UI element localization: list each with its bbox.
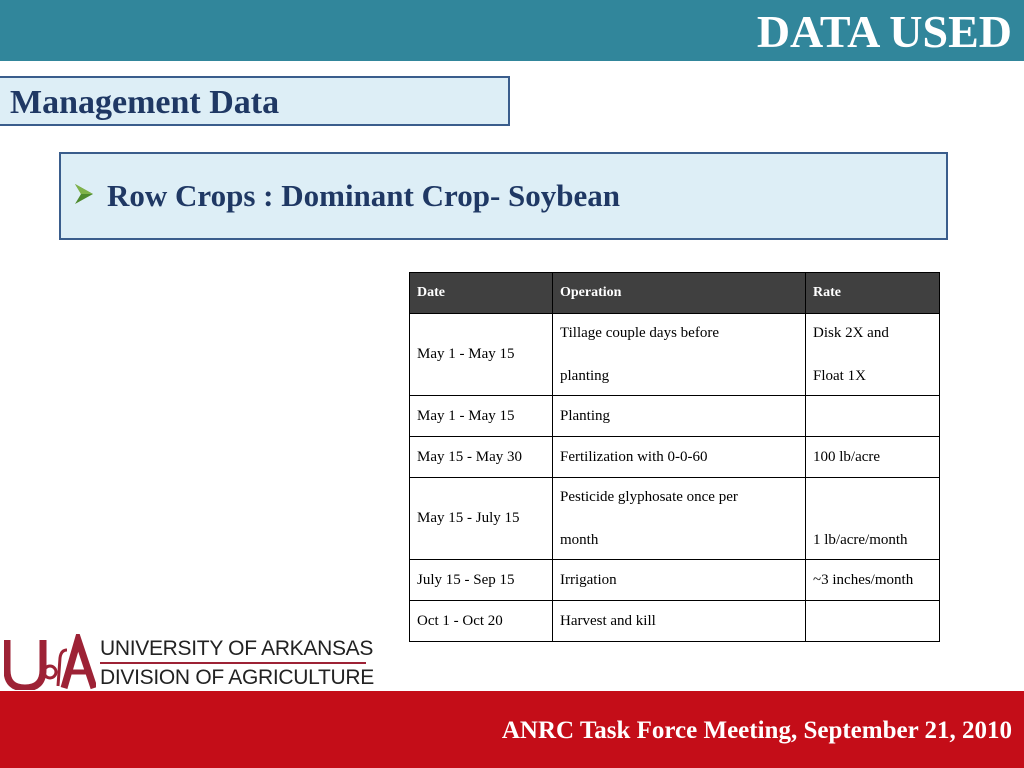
column-header-date: Date xyxy=(410,273,553,314)
column-header-rate: Rate xyxy=(806,273,940,314)
table-header-row xyxy=(410,273,940,314)
logo-division-name: DIVISION OF AGRICULTURE xyxy=(100,666,374,689)
operation-cell: Planting xyxy=(553,396,806,437)
column-header-operation: Operation xyxy=(553,273,806,314)
date-cell: May 15 - July 15 xyxy=(410,478,553,560)
table-row xyxy=(410,478,940,560)
operation-line: Pesticide glyphosate once per xyxy=(560,488,738,505)
table-row xyxy=(410,601,940,642)
rate-cell: 100 lb/acre xyxy=(806,437,940,478)
rate-line: 1 lb/acre/month xyxy=(813,531,908,548)
section-heading-box xyxy=(0,76,510,126)
table-row xyxy=(410,437,940,478)
rate-cell xyxy=(806,314,940,396)
operation-line: planting xyxy=(560,367,610,384)
rate-cell xyxy=(806,601,940,642)
operation-line: Tillage couple days before xyxy=(560,324,719,341)
operation-line: month xyxy=(560,531,599,548)
table-row xyxy=(410,396,940,437)
rate-line: Float 1X xyxy=(813,367,866,384)
arrow-bullet-icon xyxy=(75,184,93,204)
date-cell: July 15 - Sep 15 xyxy=(410,560,553,601)
bullet-box xyxy=(59,152,948,240)
operation-cell: Fertilization with 0-0-60 xyxy=(553,437,806,478)
operation-cell xyxy=(553,478,806,560)
uofa-logo-icon xyxy=(4,634,96,690)
rate-line: Disk 2X and xyxy=(813,324,889,341)
slide-title: DATA USED xyxy=(756,6,1012,57)
table-row xyxy=(410,314,940,396)
bullet-text: Row Crops : Dominant Crop- Soybean xyxy=(107,178,620,213)
date-cell: Oct 1 - Oct 20 xyxy=(410,601,553,642)
university-logo xyxy=(4,634,374,690)
footer-text: ANRC Task Force Meeting, September 21, 2010 xyxy=(501,717,1012,744)
management-table xyxy=(409,272,940,642)
footer-bar xyxy=(0,691,1024,768)
header-bar xyxy=(0,0,1024,61)
operation-cell: Harvest and kill xyxy=(553,601,806,642)
date-cell: May 15 - May 30 xyxy=(410,437,553,478)
rate-cell: ~3 inches/month xyxy=(806,560,940,601)
date-cell: May 1 - May 15 xyxy=(410,396,553,437)
date-cell: May 1 - May 15 xyxy=(410,314,553,396)
operation-cell: Irrigation xyxy=(553,560,806,601)
operation-cell xyxy=(553,314,806,396)
table-row xyxy=(410,560,940,601)
section-title: Management Data xyxy=(10,84,280,121)
logo-divider xyxy=(100,662,366,664)
rate-cell xyxy=(806,478,940,560)
logo-university-name: UNIVERSITY OF ARKANSAS xyxy=(100,637,374,660)
rate-cell xyxy=(806,396,940,437)
